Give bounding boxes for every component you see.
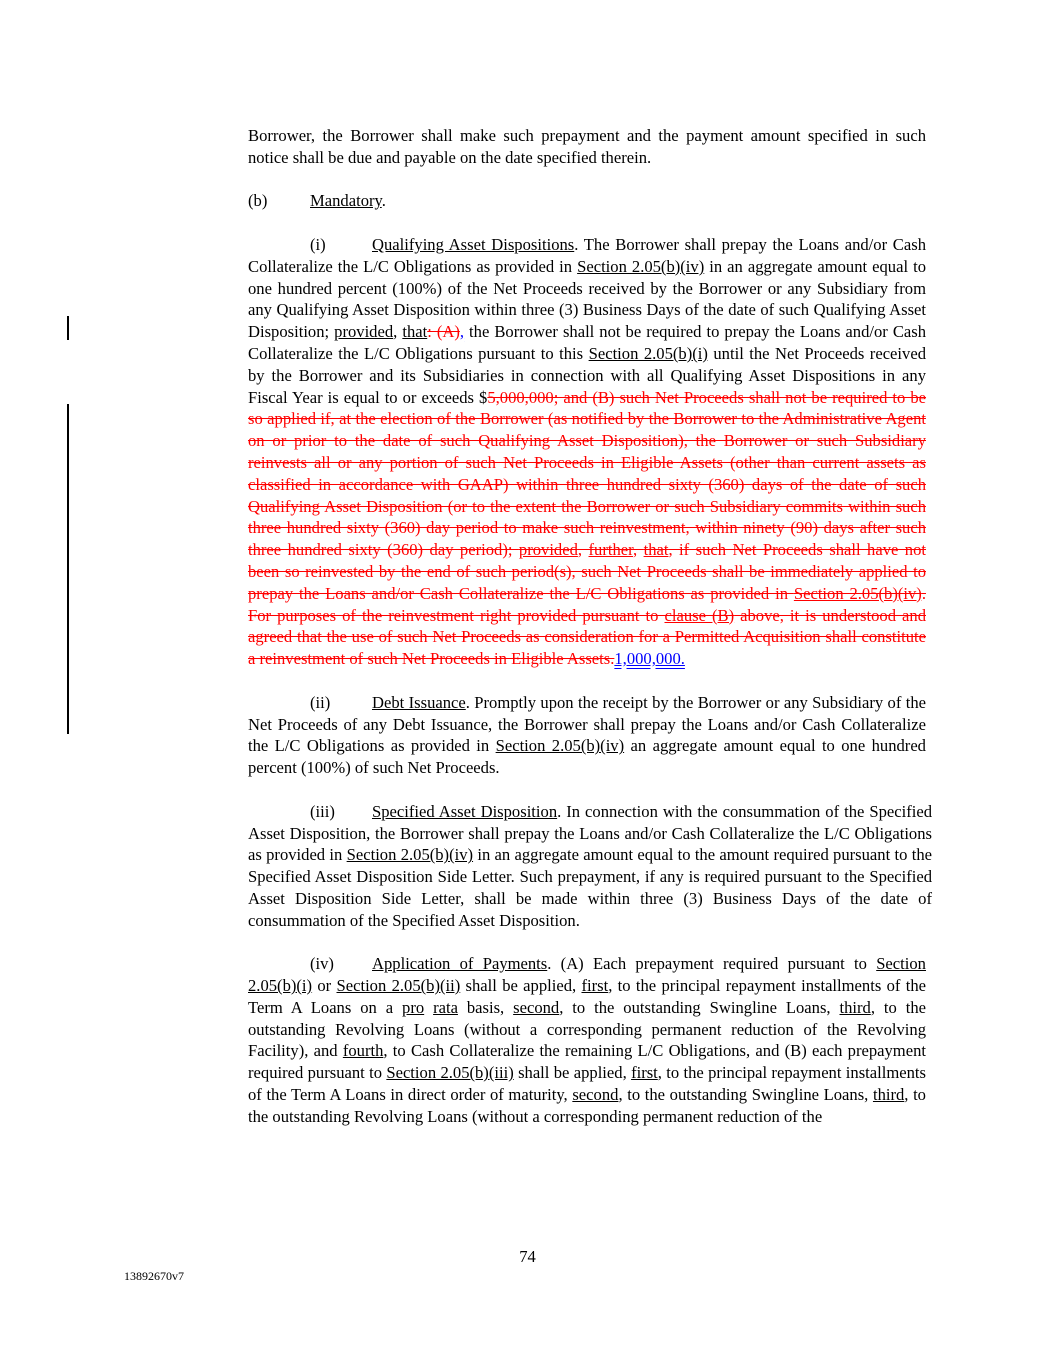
clause-iii-paragraph: (iii) Specified Asset Disposition. In connection with the consummation of the Specified Asset Disposition, the Borrower shall prepay the Loans and/or Cash Collateralize the L/C Obligations as provided in Section 2.05(b)(iv) in an aggregate amount equal to the amount required pursuant to the Specified Asset Disposition Side Letter. Such prepayment, if any is required pursuant to the Specified Asset Disposition Side Letter, shall be made within three (3) Business Days of the date of consummation of the Specified Asset Disposition. xyxy=(248,801,932,930)
section-reference: Section 2.05(b)(i) xyxy=(248,954,926,996)
page-number: 74 xyxy=(519,1247,536,1266)
inserted-text: 1,000,000. xyxy=(614,649,685,669)
section-b-marker: (b) xyxy=(248,191,268,211)
section-b-heading: (b) Mandatory. xyxy=(248,191,386,211)
deleted-text: : (A) xyxy=(427,322,460,342)
change-bar-1 xyxy=(67,316,69,340)
section-reference: Section 2.05(b)(iii) xyxy=(386,1063,514,1083)
document-body xyxy=(248,125,932,1128)
document-id: 13892670v7 xyxy=(124,1269,184,1283)
change-bar-2 xyxy=(67,404,69,734)
clause-ii-paragraph: (ii) Debt Issuance. Promptly upon the receipt by the Borrower or any Subsidiary of the Net Proceeds of any Debt Issuance, the Borrower shall prepay the Loans and/or Cash Collateralize the L/C Obligations as provided in Section 2.05(b)(iv) an aggregate amount equal to one hundred percent (100%) of such Net Proceeds. xyxy=(248,692,926,778)
inserted-text: , xyxy=(459,322,465,342)
section-reference: Section 2.05(b)(iv) xyxy=(495,736,625,756)
deleted-text: 5,000,000; and (B) such Net Proceeds shall not be required to be so applied if, at the election of the Borrower (as notified by the Borrower to the Administrative Agent on or prior to the date of such Qualifying Asset Disposition), the Borrower or such Subsidiary reinvests all or any portion of such Net Proceeds in Eligible Assets (other than current assets as classified in accordance with GAAP) within three hundred sixty (360) days of the date of such Qualifying Asset Disposition (or to the extent the Borrower or such Subsidiary commits within such three hundred sixty (360) day period to make such reinvestment, within ninety (90) days after such three hundred sixty (360) day period); xyxy=(248,387,927,560)
clause-i-title: Qualifying Asset Dispositions xyxy=(372,234,575,254)
clause-i-paragraph: (i) Qualifying Asset Dispositions. The Borrower shall prepay the Loans and/or Cash Collateralize the L/C Obligations as provided in Section 2.05(b)(iv) in an aggregate amount equal to one hundred percent (100%) of the Net Proceeds received by the Borrower or any Subsidiary from any Qualifying Asset Disposition within three (3) Business Days of the date of such Qualifying Asset Disposition; provided, that: (A), the Borrower shall not be required to prepay the Loans and/or Cash Collateralize the L/C Obligations pursuant to this Section 2.05(b)(i) until the Net Proceeds received by the Borrower and its Subsidiaries in connection with all Qualifying Asset Dispositions in any Fiscal Year is equal to or exceeds $5,000,000; and (B) such Net Proceeds shall not be required to be so applied if, at the election of the Borrower (as notified by the Borrower to the Administrative Agent on or prior to the date of such Qualifying Asset Disposition), the Borrower or such Subsidiary reinvests all or any portion of such Net Proceeds in Eligible Assets (other than current assets as classified in accordance with GAAP) within three hundred sixty (360) days of the date of such Qualifying Asset Disposition (or to the extent the Borrower or such Subsidiary commits within such three hundred sixty (360) day period to make such reinvestment, within ninety (90) days after such three hundred sixty (360) day period); provided, further, that, if such Net Proceeds shall have not been so reinvested by the end of such period(s), such Net Proceeds shall be immediately applied to prepay the Loans and/or Cash Collateralize the L/C Obligations as provided in Section 2.05(b)(iv). For purposes of the reinvestment right provided pursuant to clause (B) above, it is understood and agreed that the use of such Net Proceeds as consideration for a Permitted Acquisition shall constitute a reinvestment of such Net Proceeds in Eligible Assets.1,000,000. xyxy=(248,234,927,669)
clause-ii-title: Debt Issuance xyxy=(372,692,466,712)
section-reference: Section 2.05(b)(iv) xyxy=(346,845,474,865)
section-reference: Section 2.05(b)(i) xyxy=(588,343,708,363)
section-reference: Section 2.05(b)(ii) xyxy=(336,976,461,996)
clause-iv-paragraph: (iv) Application of Payments. (A) Each prepayment required pursuant to Section 2.05(b)(i) or Section 2.05(b)(ii) shall be applied, first, to the principal repayment installments of the Term A Loans on a pro rata basis, second, to the outstanding Swingline Loans, third, to the outstanding Revolving Loans (without a corresponding permanent reduction of the Revolving Facility), and fourth, to Cash Collateralize the remaining L/C Obligations, and (B) each prepayment required pursuant to Section 2.05(b)(iii) shall be applied, first, to the principal repayment installments of the Term A Loans in direct order of maturity, second, to the outstanding Swingline Loans, third, to the outstanding Revolving Loans (without a corresponding permanent reduction of the xyxy=(248,954,926,1126)
section-b-title: Mandatory xyxy=(310,191,382,211)
intro-paragraph: Borrower, the Borrower shall make such prepayment and the payment amount specified in such notice shall be due and payable on the date specified therein. xyxy=(248,126,926,167)
clause-iv-title: Application of Payments xyxy=(372,954,548,974)
section-reference: Section 2.05(b)(iv) xyxy=(577,256,705,276)
clause-iii-title: Specified Asset Disposition xyxy=(372,801,558,821)
